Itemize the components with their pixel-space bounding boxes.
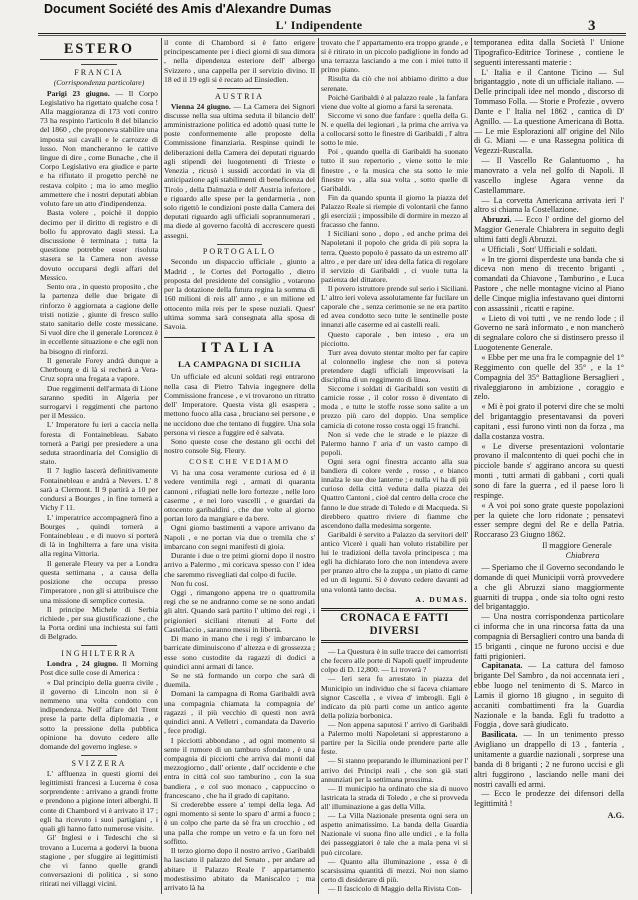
article-paragraph — [474, 661, 624, 730]
article-paragraph: Il generale Fleury va per a Londra questa settimana , a causa della posizione che occupa presso l'imperatore , non gli si attribuisce che una missione di semplice cortesia. — [40, 558, 158, 605]
article-paragraph: I picciotti abbondano , ad ogni momento si sente il rumore di un tamburo sfondato , è una compagnia di picciotti che arriva dai monti dal mezzogiorno , dall' oriente , dall' occidente e che entra in città col suo tamburino , con la sua bandiera , e col suo monaco , cappuccino o francescano , che ha il grado di capitano. — [164, 735, 315, 800]
article-paragraph: Si crederebbe essere a' tempi della lega. Ad ogni momento si sente lo sparo d' armi a fuoco ; è un colpo che parte da sè fra un crocchio , ed una palla che rompe un vetro e fa un foro nel soffitto. — [164, 800, 315, 846]
article-subheading: COSE CHE VEDIAMO — [189, 456, 290, 466]
masthead-title: L' Indipendente — [275, 18, 363, 32]
article-paragraph: — Non appena saputosi l' arrivo di Garibaldi a Palermo molti Napoletani si apprestarono a partire per la Sicilia onde prendere parte alle feste. — [321, 720, 468, 757]
correspondence-note: (Corrispondenza particolare) — [53, 77, 145, 87]
article-headline: LA CAMPAGNA DI SICILIA — [177, 359, 302, 370]
article-paragraph: — La Villa Nazionale presenta ogni sera un aspetto animatissimo. La banda della Guardia Nazionale vi suona fino alle undici , e la folla dei passeggiatori è tale che a mala pena vi si può circolare. — [321, 811, 468, 857]
article-paragraph — [40, 659, 158, 677]
article-paragraph: — La Questura è in sulle tracce dei camorristi che fecero alle porte di Napoli quell' imprudente colpo di D. 12,800. — Li troverà ? — [321, 647, 468, 675]
country-heading: INGHILTERRA — [40, 645, 158, 658]
continued-paragraph: il conte di Chambord si è fatto erigere principescamente per i dieci giorni di sua dimora , nella dipendenza esteriore dell' albergo Svizzero , una cappella per il servizio divino. Il 18 ed il 19 egli si è recato ad Einsiedlen. — [164, 38, 315, 84]
article-paragraph — [40, 89, 158, 209]
paragraph-text: — In un tenimento presso Avigliano un drappello di 13 , fanteria , unitamente a guardie nazionali , sorprese una banda di 8 briganti ; 2 ne furono uccisi e gli altri fuggirono , lasciando nelle mani dei nostri cavalli ed armi. — [474, 730, 624, 789]
article-paragraph: Oggi , rimangono appena tre o quattromila regi che se ne andranno come se ne sono andati gli altri. Quando sarà partito l' ultimo dei regi , i prigionieri siciliani ritenuti al Forte del Castellaccio , saranno messi in libertà. — [164, 588, 315, 634]
article-paragraph: — Ieri sera fu arrestato in piazza del Municipio un individuo che si faceva chiamare signor Cascella , e vivea d' imbrogli. Egli è indicato da più parti come un antico agente della polizia borbonica. — [321, 674, 468, 720]
article-paragraph: « In tre giorni disperdeste una banda che si diceva non meno di trecento briganti , comandati da Chiavone , Tamburino , e Luca Pastore , che nelle montagne vicino al Piano delle Cinque miglia infestavano quei dintorni con assassinii , ricatti e rapine. — [474, 254, 624, 313]
article-paragraph: — Il municipio ha ordinato che sia di nuovo lastricata la strada di Toledo , e che si provveda all' illuminazione a gas della Villa. — [321, 783, 468, 812]
article-paragraph: L' Italia e il Cantone Ticino — Sul brigantaggio , note di un ufficiale italiano. — Delle principali idee nel mondo , discorso di Tommaso Folla. — Storie e Profezie , ovvero Dante e l' Italia nel 1862 , cantica di D' Agnillo. — La questione Americana di Botta. — Le mie Esplorazioni all' origine del Nilo di G. Miani — e una Rassegna politica di Vegezzi-Ruscalla. — [474, 67, 624, 156]
column-rule — [318, 38, 319, 894]
article-paragraph: — Il fascicolo di Maggio della Rivista Con- — [327, 884, 462, 893]
article-paragraph: « Ebbe per me una fra le compagnie del 1° Reggimento con quelle del 35° , e la 1° Compagnia del 35° Battaglione Bersaglieri , rivaleggiarono in ambizione , coraggio e zelo. — [474, 353, 624, 402]
header-rule — [38, 33, 626, 36]
signatory-name: Chiabrera — [565, 551, 600, 561]
article-paragraph: Sento ora , in questo proposito , che la partenza delle due brigate di rinforzo è aggiornata a cagione delle tristi notizie , giunte di fresco sullo stato sanitario delle coste messicane. Si vuol dire che il generale Lorencez è in eccellente situazione e che egli non ha bisogno di rinforzi. — [40, 282, 158, 356]
article-paragraph: « Ufficiali , Sott' Ufficiali e soldati. — [481, 244, 597, 254]
article-paragraph: Durante i due o tre primi giorni dopo il nostro arrivo a Palermo , mi coricava spesso con l' idea che saremmo risvegliati dal colpo di fucile. — [164, 551, 315, 579]
paragraph-text: — Ecco l' ordine del giorno del Maggior Generale Chiabrera in seguito degli ultimi fatti degli Abruzzi. — [474, 215, 624, 244]
article-paragraph: Garibaldi è servito a Palazzo da servitori dell' antico Vicerè i quali han voluto ristabilire per lui le tradizioni della tavola principesca ; ma egli ha dichiarato loro che non intendeva avere per pranzo altro che la zuppa , un piatto di carne ed un di legumi. Si è dovuto cedere davanti ad una volontà tanto decisa. — [321, 529, 468, 594]
article-paragraph: « Lieto di voi tutti , ve ne rendo lode ; il Governo ne sarà informato , e non mancherò di segnalare coloro che si distinsero presso il Luogotenente Generale. — [474, 313, 624, 353]
article-paragraph: Risulta da ciò che noi abbiamo diritto a due serenate. — [321, 74, 468, 93]
article-paragraph: Di mano in mano che i regi s' imbarcano le barricate diminuiscono d' altezza e di grossezza ; esse sono custodite da ragazzi di dodici a quindici anni armati di lance. — [164, 634, 315, 671]
article-paragraph: Turr avea dovuto stentar molto per far capire al colonnello inglese che non si poteva pretendere dagli ufficiali improvvisati la disciplina di un reggimento di linea. — [321, 347, 468, 385]
article-paragraph: Gl' Inglesi e i Tedeschi che si trovano a Lucerna a godervi la buona stagione , per sfuggire ai legittimisti che vi fanno quelle grandi conversazioni di politica , si sono ritirati nei villaggi vicini. — [40, 833, 158, 889]
paragraph-text: Il Morning Post dice sulle cose di America : — [40, 659, 158, 678]
signatory-title: Il maggiore Generale — [542, 541, 612, 551]
dateline: Vienna 24 giugno. — [170, 101, 231, 111]
article-paragraph: I Siciliani sono , dopo , ed anche prima dei Napoletani il popolo che grida di più sopra la terra. Questo popolo è passato da un estremo all' altro , e per dare un' idea della fatica di regolare il servizio di Garibaldi , ci vuole tutta la pazienza del dittatore. — [321, 229, 468, 284]
article-paragraph: Poi , quando quella di Garibaldi ha suonato tutto il suo repertorio , viene sotto le mie finestre , e la musica che sta sotto le mie finestre va , alla sua volta , sotto quelle di Garibaldi. — [321, 147, 468, 193]
article-paragraph: — Ecco le prodezze dei difensori della legittimità ! — [474, 789, 624, 809]
article-paragraph: Ogni giorno bastimenti a vapore arrivano da Napoli , e ne portan via due o tremila che s' imbarcano con segni manifesti di gioia. — [164, 523, 315, 551]
article-paragraph: — Il Vascello Re Galantuomo , ha manovrato a vela nel golfo di Napoli. Il vascello inglese Agara venne da Castellammare. — [474, 156, 624, 195]
article-paragraph: — La corvetta Americana arrivata ieri l' altro si chiama la Costellazione. — [474, 195, 624, 215]
author-initials: A.G. — [607, 810, 624, 820]
column-1 — [40, 38, 158, 894]
article-paragraph: L' affluenza in questi giorni dei legittimisti francesi a Lucerna è cosa sorprendente : arrivano a grandi frotte e prendono a pigione interi alberghi. Il conte di Chambord vi è arrivato il 17 ; egli ha ricevuto i suoi partigiani , i quali gli hanno fatto numerose visite. — [40, 768, 158, 834]
article-paragraph: L' imperatrice accompagnerà fino a Bourges , quindi tornerà a Fontainebleau , e di nuovo si porterà di là in Inghilterra a fare una visita alla regina Vittoria. — [40, 512, 158, 559]
article-paragraph: Sono queste cose che destano gli occhi del nostro console Sig. Fleury. — [164, 436, 315, 456]
article-paragraph: Non fu così. — [170, 578, 209, 588]
country-heading: FRANCIA — [40, 64, 158, 77]
dateline: Londra , 24 giugno. — [46, 659, 118, 669]
author-signature: A. DUMAS. — [415, 595, 468, 605]
article-paragraph: Il povero istruttore prende sul serio i Siciliani. L' altro ieri voleva assolutamente far fucilare un caporale che , senza cerimonie se ne era partito ed avea condotto seco tutte le sentinelle poste innanzi alle caserme ed ai castelli reali. — [321, 283, 468, 330]
article-paragraph: Fin da quando spunta il giorno la piazza del Palazzo Reale si riempie di volontarii che fanno gli esercizii ; impossibile di dormire in mezzo al fracasso che fanno. — [321, 192, 468, 230]
article-paragraph: Secondo un dispaccio ufficiale , giunto a Madrid , le Cortes del Portogallo , dietro proposta del presidente del consiglio , votarono per la dotazione della futura regina la somma di 160 milioni di reis all' anno , e un milione ed ottocento mila reis per le spese nuziali. Quest' ultima somma sarà consegnata alla sposa di Savoia. — [164, 257, 315, 331]
article-paragraph — [164, 102, 315, 240]
article-paragraph: Se ne stà formando un corpo che sarà di duemila. — [164, 670, 315, 690]
article-paragraph: Il terzo giorno dopo il nostro arrivo , Garibaldi ha lasciato il palazzo del Senato , per andare ad abitare il Palazzo Reale l' appartamento modestissimo abitato da Maniscalco ; ma arrivato là ha — [164, 846, 315, 892]
article-paragraph: Il generale Forey andrà dunque a Cherbourg e di là si recherà a Vera-Cruz sopra una fregata a vapore. — [40, 355, 158, 384]
continued-paragraph: temporanea edita dalla Società l' Unione Tipografico-Editrice Torinese , contiene le seguenti interessanti materie : — [474, 38, 624, 67]
paragraph-text: — Il Corpo Legislativo ha rigettato qualche cosa ! Alla maggioranza di 173 voti contro 73 ha respinto l'articolo 8 del bilancio del 1860 , che proponeva stabilire una imposta sui cavalli e le carrozze di lusso. Non mancheranno le cattive lingue di dire , come Bunache , che il Corpo Legislativo era giudice e parte e ha rifiutato il progetto perchè ne restava colpito ; ma io amo meglio ammettere che i nostri deputati abbian voluto fare un atto d'indipendenza. — [40, 88, 158, 209]
article-paragraph: Non si vede che le strade e le piazze di Palermo hanno l' aria d' un vasto campo di popoli. — [321, 429, 468, 457]
document-source-label: Document Société des Amis d'Alexandre Dumas — [44, 2, 332, 16]
country-heading: AUSTRIA — [164, 88, 315, 102]
paragraph-text: — La Camera dei Signori discusse nella sua ultima seduta il bilancio dell' amministrazione politica ed adottò quasi tutte le poste conformemente alle proposte della Commissione finanziaria. Respinse quindi le deliberazioni della Camera dei deputati riguardo agli stipendi dei luogotenenti di Trieste e Venezia , ricusò i sussidi accordati in via di anticipazione agli stabilimenti di beneficenza del Tirolo , della Dalmazia e dell' Austria inferiore , e riguardo alle spese per la gendarmeria , non solo rigettò le condizioni poste dalla Camera dei deputati riguardo agli ufficiali soprannumerari , ma diede al governo facoltà di accrescere questi assegni. — [164, 101, 315, 240]
article-paragraph: Domani la campagna di Roma Garibaldi avrà una compagnia chiamata la compagnia de' ragazzi , il più vecchio di questi non avrà quindici anni. A Velletri , comandata da Daverio , fece prodigi. — [164, 689, 315, 736]
chronicle-heading: CRONACA E FATTI DIVERSI — [321, 608, 468, 644]
dateline: Parigi 23 giugno. — [46, 88, 110, 98]
article-paragraph: « A voi poi sono grate queste popolazioni per la quiete che loro ridonate ; pensatevi esser sempre degni del Re e della Patria. Roccaraso 23 Giugno 1862. — [474, 500, 624, 540]
article-paragraph: Basta volere , poichè il doppio decimo per il diritto di registro e di bollo fu approvato dagli stessi. La discussione è terminata ; tutta la questione potrebbe esser risoluta stasera se la Camera non avesse dovuto occuparsi degli affari del Messico. — [40, 208, 158, 282]
column-rule — [161, 38, 162, 894]
article-paragraph: Poichè Garibaldi è al palazzo reale , la fanfara viene due volte al giorno a farsi la serenata. — [321, 92, 468, 111]
article-paragraph: « Dal principio della guerra civile , il governo di Lincoln non si è nemmeno una volta condotto con indipendenza. Nell' affare del Trent prese la parte della diplomazia , e sotto la pressione della pubblica opinione ha dovuto cedere alle domande del governo inglese. » — [40, 677, 158, 752]
article-paragraph: — Si stanno preparando le illuminazioni per l' arrivo dei Principi reali , che son già stati annunziati per la settimana prossima. — [321, 756, 468, 784]
continued-paragraph: trovato che l' appartamento era troppo grande , e si è ritirato in un piccolo padiglione in fondo ad una terrazza lasciando a me con i miei tutto il primo piano. — [321, 38, 468, 75]
column-rule — [471, 38, 472, 894]
column-3 — [321, 38, 468, 894]
article-paragraph — [474, 215, 624, 245]
page-number: 3 — [588, 18, 596, 34]
dateline: Basilicata. — [481, 730, 518, 740]
article-paragraph: — Quanto alla illuminazione , essa è di scarsissima quantità di mezzi. Noi non siamo certo di desiderare di più. — [321, 856, 468, 884]
column-2 — [164, 38, 315, 894]
article-paragraph: Due reggimenti dell'armata di Lione saranno spediti in Algeria per surrogarvi i reggimenti che partono per il Messico. — [40, 383, 158, 421]
country-heading: PORTOGALLO — [164, 244, 315, 258]
article-paragraph: — Speriamo che il Governo secondando le domande di quei Municipii vorrà provvedere a che gli Abruzzi siano maggiormente guarniti di truppa , onde sia tolto ogni resto del brigantaggio. — [474, 562, 624, 612]
article-paragraph: « Le diverse presentazioni volontarie provano il malcontento di quei pochi che in picciole bande s' aggirano ancora su questi monti , tutti armati di gabbani , corti quali sono di fare la guerra , ed il paese loro li respinge. — [474, 441, 624, 500]
article-paragraph: Vi ha una cosa veramente curiosa ed è il vedere ventimila regi , armati di quaranta cannoni , rifugiati nelle loro fortezze , nelle loro caserme , e nei loro vascelli , e guardati da ottocento garibaldini , che due volte al giorno portan loro da mangiare e da bere. — [164, 468, 315, 524]
section-heading: ESTERO — [40, 41, 158, 60]
article-paragraph: — Una nostra corrispondenza particolare ci informa che in una rincorsa fatta da una compagnia di Bersaglieri contro una banda di 15 briganti , cinque ne furono uccisi e due fatti prigionieri. — [474, 612, 624, 661]
article-paragraph: Questo caporale , ben inteso , era un picciotto. — [321, 329, 468, 348]
article-paragraph: « Mi è poi grato il potervi dire che se molti del brigantaggio presentavansi da poveri capitani , essi furono vinti non da forza , ma dalla costanza vostra. — [474, 402, 624, 441]
article-paragraph: L' Imperatore fu ieri a caccia nella foresta di Fontainebleau. Sabato tornerà a Parigi per presiedere a una seduta straordinaria del Consiglio di stato. — [40, 420, 158, 467]
paragraph-text: — La cattura del famoso brigante Del Sambro , da noi accennata ieri , ebbe luogo nel tenimento di S. Marco in Lamis il giorno 18 giugno , in seguito di accaniti combattimenti fra la Guardia Nazionale e la banda. Egli fu tradotto a Foggia , dove sarà giudicato. — [474, 661, 624, 730]
article-paragraph: Il 7 luglio lascerà definitivamente Fontainebleau e andrà a Nevers. L' 8 sarà a Clermont. Il 9 partirà a 10 per condursi a Bourges , in fine tornerà a Vichy l' 11. — [40, 466, 158, 513]
article-paragraph — [474, 730, 624, 789]
article-paragraph: Un ufficiale ed alcuni soldati regi entrarono nella casa di Pietro Tahvia ingegnere della Commissione francese , e vi trovarono un ritratto dell' Imperatore. Questa vista gli esaspera , mettono fuoco alla casa , bruciano sei persone , e ne uccidono due che tentano di fuggire. Una sola persona vi riesce a fuggire ed è salvata. — [164, 372, 315, 437]
article-paragraph: Ogni sera ogni finestra accanto alla sua bandiera di colore verde , rosso , e bianco innalza le sue due lanterne ; e nulla vi ha di più curioso della città veduta dalla piazza dei Quattro Cantoni , cioè dal centro della croce che fanno le due strade di Toledo e di Macqueda. Si direbbero quattro riviere di fiamme che ascendono dalla medesima sorgente. — [321, 457, 468, 530]
section-banner: ITALIA — [164, 337, 315, 358]
dateline: Capitanata. — [481, 661, 523, 671]
article-paragraph: Siccome i soldati di Garibaldi son vestiti di camicie rosse , il color rosso è diventato di moda , e tutte le stoffe rosse sono salite a un prezzo più caro del doppio. Una semplice camicia di cotone rosso costa oggi 15 franchi. — [321, 384, 468, 430]
column-4 — [474, 38, 624, 894]
article-paragraph: Siccome vi sono due fanfare : quella della G. N. e quella dei legionari , la prima che arriva va a collocarsi sotto le finestre di Garibaldi , l' altra sotto le mie. — [321, 110, 468, 148]
dateline: Abruzzi. — [481, 215, 512, 225]
country-heading: SVIZZERA — [40, 755, 158, 768]
article-paragraph: Il principe Michele di Serbia richiede , per sua giustificazione , che la Porta ordini una inchiesta sui fatti di Belgrado. — [40, 604, 158, 642]
